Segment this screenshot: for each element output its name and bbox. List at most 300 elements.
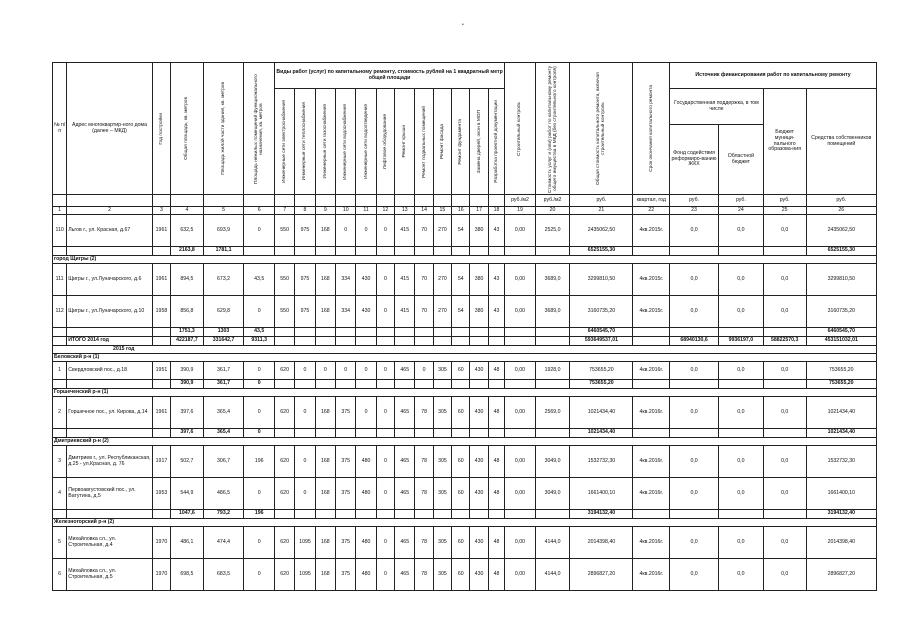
table-cell: 365,4 <box>203 397 244 429</box>
table-cell: 0 <box>376 559 394 591</box>
table-cell: 4кв.2015г. <box>633 296 670 328</box>
table-cell: 1021434,40 <box>806 429 876 438</box>
table-cell: 1958 <box>152 296 170 328</box>
table-cell: 60 <box>452 478 470 510</box>
table-cell: 375 <box>336 527 356 559</box>
table-cell: 78 <box>415 559 433 591</box>
table-cell: 112 <box>53 296 67 328</box>
table-row <box>53 527 877 559</box>
table-cell <box>719 328 764 337</box>
table-cell: 430 <box>356 296 376 328</box>
header-work-9: Ремонт фасада <box>433 89 451 195</box>
table-cell: 168 <box>315 397 335 429</box>
section-label: город Щигры (2) <box>53 256 877 264</box>
table-cell <box>53 328 67 337</box>
table-cell: 0 <box>244 296 275 328</box>
table-cell: 111 <box>53 264 67 296</box>
address-cell: Горшечное пос., ул. Кирова, д.14 <box>67 397 153 429</box>
table-cell: 430 <box>470 446 488 478</box>
table-cell: 3160735,20 <box>570 296 633 328</box>
header-work-11: Замена дверей, окон в МОП <box>470 89 488 195</box>
table-cell: 0,0 <box>719 264 764 296</box>
table-cell: 0,0 <box>763 478 806 510</box>
table-cell: 0 <box>356 362 376 380</box>
table-cell: 0,00 <box>505 296 536 328</box>
table-cell: 0,0 <box>763 215 806 247</box>
table-cell: 0,0 <box>670 446 719 478</box>
table-cell: 6460545,70 <box>570 328 633 337</box>
table-cell: 43 <box>488 215 504 247</box>
table-cell: 0,0 <box>670 362 719 380</box>
table-cell <box>433 328 451 337</box>
header-total-cost: Общая стоимость капитального ремонта, включая строительный контроль <box>596 72 607 185</box>
units-cell-empty <box>203 195 244 207</box>
column-number: 16 <box>452 207 470 215</box>
table-cell <box>670 247 719 256</box>
table-cell <box>415 328 433 337</box>
table-cell: 1661400,10 <box>570 478 633 510</box>
table-cell: 0,0 <box>670 478 719 510</box>
year-label: 2015 год <box>53 346 877 354</box>
table-cell: 753655,20 <box>570 380 633 389</box>
table-cell: 975 <box>295 215 315 247</box>
table-cell: 422187,7 <box>171 337 204 346</box>
table-cell: 6460545,70 <box>806 328 876 337</box>
units-cell-empty <box>433 195 451 207</box>
table-cell <box>336 510 356 519</box>
table-cell: 54 <box>452 296 470 328</box>
table-cell <box>535 429 570 438</box>
table-cell: 430 <box>356 264 376 296</box>
address-cell: ИТОГО 2014 год <box>67 337 153 346</box>
table-cell: 0,0 <box>763 362 806 380</box>
table-cell <box>719 380 764 389</box>
header-works-group: Виды работ (услуг) по капитальному ремонту, стоимость рублей на 1 квадратный метр общей площади <box>274 63 504 89</box>
table-cell: 270 <box>433 215 451 247</box>
table-cell: 0,0 <box>763 446 806 478</box>
table-cell: 0 <box>376 397 394 429</box>
table-cell: 6525155,30 <box>570 247 633 256</box>
table-cell: 0 <box>376 478 394 510</box>
table-cell: 0 <box>376 362 394 380</box>
table-cell: 0 <box>244 362 275 380</box>
address-cell: Михайловка сл., ул. Строительная, д.4 <box>67 527 153 559</box>
table-cell: 2014398,40 <box>570 527 633 559</box>
table-cell: 4кв.2016г. <box>633 559 670 591</box>
table-cell: 0 <box>376 446 394 478</box>
header-regional: Областной бюджет <box>719 125 764 195</box>
table-cell <box>470 429 488 438</box>
table-cell: 2525,0 <box>535 215 570 247</box>
table-cell: 331642,7 <box>203 337 244 346</box>
table-cell: 168 <box>315 446 335 478</box>
table-cell: 168 <box>315 264 335 296</box>
table-cell: 70 <box>415 296 433 328</box>
table-cell: 0,0 <box>670 215 719 247</box>
table-cell <box>719 510 764 519</box>
table-cell: 0,00 <box>505 264 536 296</box>
table-cell: 48 <box>488 527 504 559</box>
table-cell: 502,7 <box>171 446 204 478</box>
table-cell: 0 <box>315 362 335 380</box>
column-number: 6 <box>244 207 275 215</box>
table-cell <box>376 328 394 337</box>
table-cell <box>633 337 670 346</box>
column-number: 20 <box>535 207 570 215</box>
address-cell <box>67 247 153 256</box>
table-cell: 380 <box>470 264 488 296</box>
header-work-5: Инженерные сети водоотведения <box>356 89 376 195</box>
table-cell: 0,0 <box>670 296 719 328</box>
table-cell: 1951 <box>152 362 170 380</box>
column-number: 15 <box>433 207 451 215</box>
units-cell-empty <box>415 195 433 207</box>
table-cell: 550 <box>274 264 294 296</box>
table-cell: 361,7 <box>203 380 244 389</box>
table-cell <box>274 429 294 438</box>
table-cell: 1917 <box>152 446 170 478</box>
table-cell <box>376 380 394 389</box>
table-cell: 0,0 <box>763 559 806 591</box>
table-cell <box>670 510 719 519</box>
table-cell: 305 <box>433 446 451 478</box>
units-row <box>53 195 877 207</box>
table-cell <box>470 380 488 389</box>
header-year: Год постройки <box>158 112 164 145</box>
table-cell: 620 <box>274 527 294 559</box>
table-cell: 397,6 <box>171 429 204 438</box>
units-cell-empty <box>171 195 204 207</box>
table-row <box>53 446 877 478</box>
table-cell: 4кв.2016г. <box>633 446 670 478</box>
column-number: 2 <box>67 207 153 215</box>
table-cell: 793,2 <box>203 510 244 519</box>
table-cell <box>535 337 570 346</box>
table-cell: 0,0 <box>670 397 719 429</box>
column-number: 3 <box>152 207 170 215</box>
address-cell: Щигры г., ул.Луначарского, д.10 <box>67 296 153 328</box>
table-cell: 60 <box>452 397 470 429</box>
table-cell <box>535 510 570 519</box>
table-cell: 0 <box>244 380 275 389</box>
table-cell <box>670 429 719 438</box>
subtotal-row <box>53 247 877 256</box>
table-cell <box>295 429 315 438</box>
table-cell: 544,9 <box>171 478 204 510</box>
table-cell: 0 <box>415 362 433 380</box>
table-cell: 78 <box>415 397 433 429</box>
units-cell-empty <box>336 195 356 207</box>
table-cell: 975 <box>295 264 315 296</box>
table-cell: 0,00 <box>505 478 536 510</box>
table-cell <box>433 510 451 519</box>
table-cell <box>356 429 376 438</box>
address-cell: Льгов г., ул. Красная, д.67 <box>67 215 153 247</box>
table-cell: 0 <box>295 397 315 429</box>
column-number: 17 <box>470 207 488 215</box>
units-cell-empty <box>488 195 504 207</box>
table-cell: 306,7 <box>203 446 244 478</box>
column-number: 12 <box>376 207 394 215</box>
table-row <box>53 215 877 247</box>
table-cell: 2 <box>53 397 67 429</box>
table-cell: 4кв.2016г. <box>633 527 670 559</box>
capital-repair-table <box>52 62 877 591</box>
table-cell: 0 <box>244 527 275 559</box>
header-work-7: Ремонт крыши <box>395 89 415 195</box>
table-cell: 474,4 <box>203 527 244 559</box>
table-cell: 58822570,3 <box>763 337 806 346</box>
table-cell: 4кв.2016г. <box>633 362 670 380</box>
table-cell <box>633 328 670 337</box>
table-cell <box>152 247 170 256</box>
table-cell: 5 <box>53 527 67 559</box>
table-cell <box>470 328 488 337</box>
units-cell-empty <box>53 195 67 207</box>
column-number: 21 <box>570 207 633 215</box>
table-cell <box>488 429 504 438</box>
table-cell <box>470 337 488 346</box>
table-cell: 305 <box>433 397 451 429</box>
table-cell: 430 <box>470 397 488 429</box>
section-label: Беловский р-н (1) <box>53 354 877 362</box>
column-number: 14 <box>415 207 433 215</box>
table-cell <box>415 510 433 519</box>
table-cell: 375 <box>336 559 356 591</box>
table-cell <box>415 247 433 256</box>
table-cell <box>505 380 536 389</box>
table-cell: 3299810,50 <box>570 264 633 296</box>
table-cell: 60 <box>452 527 470 559</box>
table-cell <box>470 510 488 519</box>
unit-cell: руб. <box>570 195 633 207</box>
units-cell-empty <box>274 195 294 207</box>
section-row <box>53 438 877 446</box>
table-cell <box>53 510 67 519</box>
table-cell: 0 <box>336 215 356 247</box>
year-row <box>53 346 877 354</box>
table-cell: 43,5 <box>244 264 275 296</box>
unit-cell: руб./м2 <box>535 195 570 207</box>
subtotal-row <box>53 328 877 337</box>
table-cell: 305 <box>433 527 451 559</box>
table-cell <box>763 510 806 519</box>
header-work-2: Инженерные сети теплоснабжения <box>295 89 315 195</box>
unit-cell: руб. <box>670 195 719 207</box>
table-cell: 0,0 <box>719 446 764 478</box>
table-cell: 0,0 <box>719 397 764 429</box>
address-cell <box>67 328 153 337</box>
address-cell: Михайловка сл., ул. Строительная, д.5 <box>67 559 153 591</box>
table-cell: 0,0 <box>763 397 806 429</box>
header-municipal: Бюджет муници-пального образова-ния <box>763 89 806 195</box>
table-cell: 70 <box>415 215 433 247</box>
units-cell-empty <box>295 195 315 207</box>
table-cell: 632,5 <box>171 215 204 247</box>
table-cell: 0,0 <box>670 264 719 296</box>
header-work-4: Инженерные сети водоснабжения <box>336 89 356 195</box>
table-cell: 9311,3 <box>244 337 275 346</box>
table-cell: 60 <box>452 362 470 380</box>
table-cell: 894,5 <box>171 264 204 296</box>
column-number: 4 <box>171 207 204 215</box>
table-cell: 2163,8 <box>171 247 204 256</box>
table-cell: 3049,0 <box>535 446 570 478</box>
table-cell: 168 <box>315 215 335 247</box>
address-cell <box>67 510 153 519</box>
table-cell: 1021434,40 <box>570 397 633 429</box>
table-cell: 620 <box>274 362 294 380</box>
table-cell <box>152 510 170 519</box>
table-cell: 0 <box>244 397 275 429</box>
table-cell <box>488 510 504 519</box>
table-cell: 0 <box>336 362 356 380</box>
table-cell: 0 <box>295 362 315 380</box>
table-cell <box>395 337 415 346</box>
table-cell: 1751,3 <box>171 328 204 337</box>
table-cell: 3049,0 <box>535 478 570 510</box>
table-cell: 43 <box>488 296 504 328</box>
table-cell <box>763 380 806 389</box>
table-cell <box>376 337 394 346</box>
table-cell: 168 <box>315 527 335 559</box>
section-row <box>53 256 877 264</box>
column-number: 24 <box>719 207 764 215</box>
table-cell <box>336 337 356 346</box>
section-label: Железногорский р-н (2) <box>53 519 877 527</box>
table-cell <box>452 247 470 256</box>
table-cell <box>433 337 451 346</box>
table-cell <box>452 429 470 438</box>
table-cell: 390,9 <box>171 380 204 389</box>
table-cell: 9936197,0 <box>719 337 764 346</box>
table-cell: 753655,20 <box>806 362 876 380</box>
table-cell <box>315 510 335 519</box>
table-cell: 1095 <box>295 527 315 559</box>
table-cell: 1532732,30 <box>570 446 633 478</box>
table-cell: 486,5 <box>203 478 244 510</box>
table-cell <box>356 510 376 519</box>
table-cell <box>763 247 806 256</box>
table-cell <box>488 328 504 337</box>
table-cell <box>633 510 670 519</box>
table-cell <box>295 337 315 346</box>
table-cell <box>415 337 433 346</box>
table-cell: 0 <box>356 397 376 429</box>
table-cell: 430 <box>470 362 488 380</box>
header-living-area: Площадь жилой части здания, кв. метров <box>221 82 227 175</box>
table-cell <box>633 380 670 389</box>
table-cell: 693,9 <box>203 215 244 247</box>
units-cell-empty <box>356 195 376 207</box>
column-number: 26 <box>806 207 876 215</box>
table-cell: 1781,1 <box>203 247 244 256</box>
table-row <box>53 559 877 591</box>
table-cell <box>535 328 570 337</box>
table-cell <box>488 337 504 346</box>
table-cell: 4кв.2015г. <box>633 215 670 247</box>
table-cell <box>415 429 433 438</box>
table-cell: 0 <box>244 559 275 591</box>
table-cell <box>336 380 356 389</box>
header-nonres-area: Площадь нежилых помещений функционального назначения, кв. метров <box>254 73 265 184</box>
table-cell: 753655,20 <box>806 380 876 389</box>
table-cell: 480 <box>356 478 376 510</box>
table-cell: 0 <box>244 429 275 438</box>
table-cell: 0,0 <box>719 478 764 510</box>
header-work-3: Инженерные сети газоснабжения <box>315 89 335 195</box>
table-cell <box>336 247 356 256</box>
table-cell: 1661400,10 <box>806 478 876 510</box>
column-number: 9 <box>315 207 335 215</box>
table-cell <box>505 337 536 346</box>
header-owners: Средства собственников помещений <box>806 89 876 195</box>
table-cell: 1961 <box>152 264 170 296</box>
table-cell <box>395 429 415 438</box>
column-number: 5 <box>203 207 244 215</box>
table-cell <box>505 247 536 256</box>
unit-cell: квартал, год <box>633 195 670 207</box>
address-cell <box>67 429 153 438</box>
table-cell <box>274 510 294 519</box>
header-funding-group: Источник финансирования работ по капитальному ремонту <box>670 63 877 89</box>
table-cell: 270 <box>433 296 451 328</box>
table-cell <box>356 328 376 337</box>
table-cell <box>433 380 451 389</box>
table-cell: 1 <box>53 362 67 380</box>
table-cell: 0,00 <box>505 362 536 380</box>
table-cell: 465 <box>395 527 415 559</box>
table-cell <box>315 328 335 337</box>
table-cell: 2435062,50 <box>806 215 876 247</box>
address-cell: Дмитриев г., ул. Республиканская, д.25 - ул.Красная, д. 76 <box>67 446 153 478</box>
table-cell <box>395 247 415 256</box>
table-cell: 361,7 <box>203 362 244 380</box>
table-cell <box>274 247 294 256</box>
table-cell: 1047,6 <box>171 510 204 519</box>
table-cell <box>505 510 536 519</box>
table-row <box>53 478 877 510</box>
table-cell <box>395 380 415 389</box>
table-cell <box>488 380 504 389</box>
column-numbers-row <box>53 207 877 215</box>
table-cell: 465 <box>395 559 415 591</box>
table-cell: 2569,0 <box>535 397 570 429</box>
header-construction-control: Строительный контроль <box>517 101 523 156</box>
table-cell: 0 <box>295 446 315 478</box>
table-cell: 0,00 <box>505 559 536 591</box>
table-cell <box>152 380 170 389</box>
table-cell: 6 <box>53 559 67 591</box>
capital-repair-table-sheet <box>52 62 877 591</box>
table-cell: 486,1 <box>171 527 204 559</box>
table-cell: 415 <box>395 215 415 247</box>
table-cell: 43,5 <box>244 328 275 337</box>
table-cell: 380 <box>470 215 488 247</box>
table-cell <box>336 328 356 337</box>
table-cell <box>433 247 451 256</box>
table-cell: 0 <box>376 264 394 296</box>
units-cell-empty <box>244 195 275 207</box>
table-cell: 2896827,20 <box>806 559 876 591</box>
table-cell <box>433 429 451 438</box>
table-header <box>53 63 877 215</box>
table-cell: 753655,20 <box>570 362 633 380</box>
table-row <box>53 397 877 429</box>
table-cell: 430 <box>470 478 488 510</box>
table-cell: 3689,0 <box>535 264 570 296</box>
table-cell: 683,5 <box>203 559 244 591</box>
